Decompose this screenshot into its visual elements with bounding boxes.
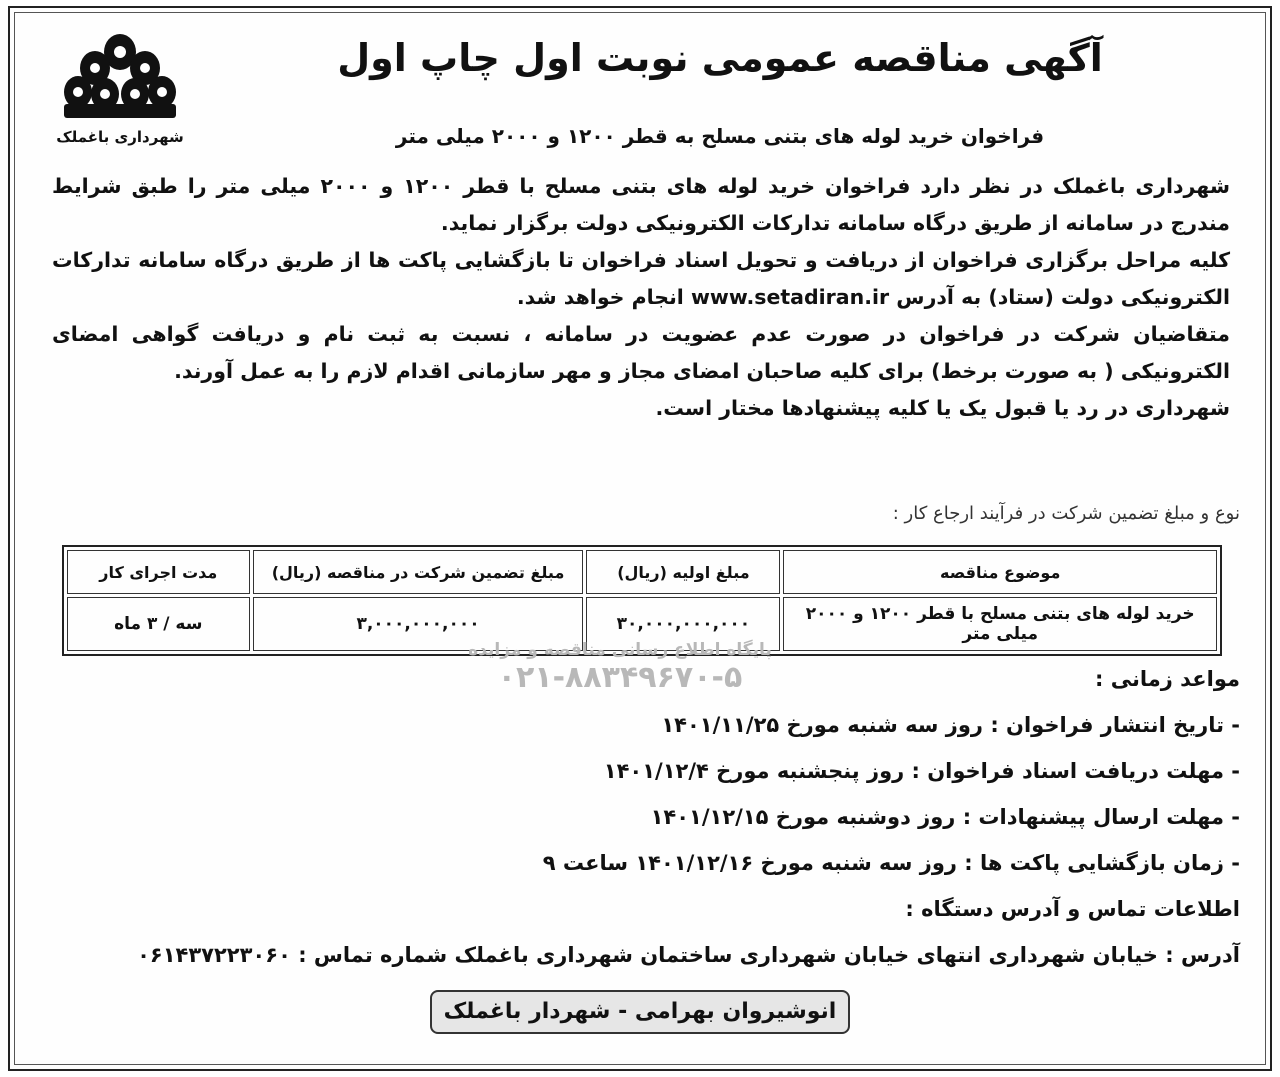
timing-receive-deadline: - مهلت دریافت اسناد فراخوان : روز پنجشنبه مورخ ۱۴۰۱/۱۲/۴ [603, 759, 1240, 783]
body-paragraph-2: کلیه مراحل برگزاری فراخوان از دریافت و تحویل اسناد فراخوان تا بازگشایی پاکت ها از طریق درگاه سامانه تدارکات الکترونیکی دولت (ستاد) به آدرس www.setadiran.ir انجام خواهد شد. [52, 248, 1230, 309]
body-paragraph-1: شهرداری باغملک در نظر دارد فراخوان خرید لوله های بتنی مسلح با قطر ۱۲۰۰ و ۲۰۰۰ میلی متر را طبق شرایط مندرج در سامانه از طریق درگاه سامانه تدارکات الکترونیکی دولت برگزار نماید. [52, 174, 1230, 235]
contact-heading: اطلاعات تماس و آدرس دستگاه : [905, 897, 1240, 921]
header-subject: موضوع مناقصه [783, 550, 1217, 594]
logo-emblem-icon [50, 30, 190, 130]
cell-subject: خرید لوله های بتنی مسلح با قطر ۱۲۰۰ و ۲۰۰۰ میلی متر [783, 597, 1217, 651]
logo-caption: شهرداری باغملک [56, 128, 184, 146]
table-header-row [67, 550, 1217, 594]
body-paragraph-3: متقاضیان شرکت در فراخوان در صورت عدم عضویت در سامانه ، نسبت به ثبت نام و دریافت گواهی امضای الکترونیکی ( به صورت برخط) برای کلیه صاحبان امضای مجاز و مهر سازمانی اقدام لازم را به عمل آورند. [52, 322, 1230, 383]
timing-publish-date: - تاریخ انتشار فراخوان : روز سه شنبه مورخ ۱۴۰۱/۱۱/۲۵ [661, 713, 1240, 737]
header-base-amount: مبلغ اولیه (ریال) [586, 550, 780, 594]
watermark-phone: ۰۲۱-۸۸۳۴۹۶۷۰-۵ [497, 660, 743, 695]
header-guarantee: مبلغ تضمین شرکت در مناقصه (ریال) [253, 550, 584, 594]
timing-submit-deadline: - مهلت ارسال پیشنهادات : روز دوشنبه مورخ ۱۴۰۱/۱۲/۱۵ [650, 805, 1240, 829]
cell-guarantee: ۳,۰۰۰,۰۰۰,۰۰۰ [253, 597, 584, 651]
signature-box: انوشیروان بهرامی - شهردار باغملک [430, 990, 850, 1034]
municipality-logo [50, 30, 190, 150]
cell-base-amount: ۳۰,۰۰۰,۰۰۰,۰۰۰ [586, 597, 780, 651]
cell-duration: سه / ۳ ماه [67, 597, 250, 651]
contact-address: آدرس : خیابان شهرداری انتهای خیابان شهرداری ساختمان شهرداری باغملک شماره تماس : ۰۶۱۴۳۷۲۲۳۰۶۰ [137, 943, 1240, 967]
header-duration: مدت اجرای کار [67, 550, 250, 594]
notice-body [52, 168, 1230, 427]
timing-opening-time: - زمان بازگشایی پاکت ها : روز سه شنبه مورخ ۱۴۰۱/۱۲/۱۶ ساعت ۹ [542, 851, 1240, 875]
body-paragraph-4: شهرداری در رد یا قبول یک یا کلیه پیشنهادها مختار است. [655, 396, 1230, 420]
notice-title: آگهی مناقصه عمومی نوبت اول چاپ اول [337, 36, 1103, 80]
timing-section [42, 656, 1240, 978]
timing-heading: مواعد زمانی : [1095, 667, 1240, 691]
table-caption: نوع و مبلغ تضمین شرکت در فرآیند ارجاع کار : [892, 503, 1240, 524]
watermark-text: پایگاه اطلاع رسانی مناقصه و مزایده [468, 640, 772, 660]
notice-subtitle: فراخوان خرید لوله های بتنی مسلح به قطر ۱۲۰۰ و ۲۰۰۰ میلی متر [395, 124, 1045, 148]
